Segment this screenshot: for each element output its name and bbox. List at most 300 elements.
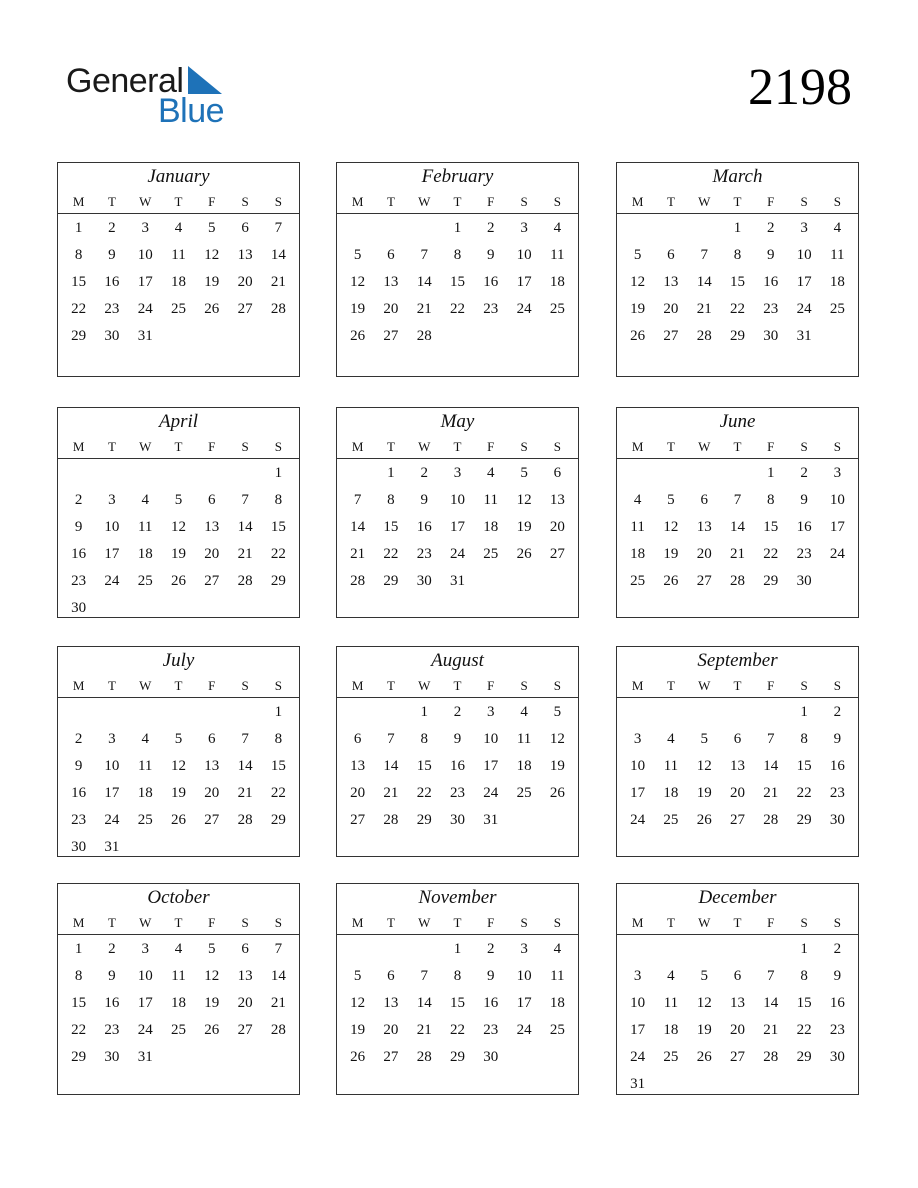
weekday-label: M [351,678,364,693]
day-cell: 16 [796,519,812,535]
day-cell: 9 [487,968,495,984]
day-cell: 14 [350,519,366,535]
day-cell: 3 [453,465,462,481]
empty-day-cell [374,698,407,725]
empty-day-cell [341,214,374,241]
empty-day-cell [341,698,374,725]
day-cell: 30 [829,812,845,828]
day-cell: 14 [416,274,432,290]
day-cell: 13 [383,274,399,290]
day-grid [617,459,858,594]
weekday-label: W [698,915,711,930]
day-cell: 27 [729,812,745,828]
day-cell: 14 [763,758,779,774]
day-cell: 19 [170,546,186,562]
day-cell: 31 [796,328,812,344]
day-cell: 7 [420,968,428,984]
month-march [616,162,859,377]
day-cell: 30 [71,600,87,616]
day-cell: 20 [549,519,565,535]
day-cell: 14 [729,519,745,535]
day-cell: 8 [733,247,742,263]
day-cell: 28 [237,812,253,828]
day-cell: 18 [137,546,153,562]
month-name: July [162,650,195,671]
weekday-label: W [139,439,152,454]
day-cell: 21 [763,785,779,801]
weekday-label: T [733,439,742,454]
weekday-label: S [800,439,808,454]
day-cell: 19 [516,519,532,535]
day-cell: 7 [241,492,249,508]
day-cell: 1 [387,465,395,481]
weekday-label: S [241,194,249,209]
day-cell: 24 [137,1022,153,1038]
day-cell: 16 [829,758,845,774]
day-cell: 20 [350,785,366,801]
day-cell: 21 [416,1022,432,1038]
day-cell: 9 [800,492,808,508]
day-cell: 31 [449,573,465,589]
day-cell: 18 [137,785,153,801]
month-name: June [719,411,756,432]
day-cell: 8 [800,968,808,984]
day-cell: 13 [383,995,399,1011]
day-cell: 9 [108,968,116,984]
day-cell: 7 [274,220,283,236]
day-cell: 13 [204,519,220,535]
day-cell: 10 [483,731,499,747]
day-cell: 26 [663,573,679,589]
weekday-header [58,189,299,214]
day-cell: 19 [204,274,220,290]
day-cell: 15 [270,519,286,535]
empty-day-cell [162,459,195,486]
empty-day-cell [95,459,128,486]
day-cell: 25 [137,812,153,828]
day-cell: 30 [449,812,465,828]
day-cell: 6 [553,465,562,481]
day-cell: 2 [487,941,495,957]
day-cell: 5 [633,247,642,263]
day-cell: 2 [487,220,495,236]
day-cell: 6 [700,492,708,508]
day-cell: 22 [270,785,286,801]
day-cell: 23 [71,812,87,828]
day-cell: 19 [630,301,646,317]
day-cell: 18 [516,758,532,774]
weekday-label: M [631,439,644,454]
weekday-label: F [767,439,775,454]
empty-day-cell [721,698,754,725]
day-cell: 19 [663,546,679,562]
day-cell: 16 [71,785,87,801]
day-cell: 27 [729,1049,745,1065]
day-cell: 25 [137,573,153,589]
weekday-label: S [800,678,808,693]
general-blue-logo [66,62,236,128]
day-cell: 18 [663,785,679,801]
month-name: February [421,166,494,187]
day-cell: 23 [796,546,812,562]
day-cell: 28 [763,812,779,828]
day-cell: 20 [383,301,399,317]
day-cell: 10 [630,758,646,774]
day-cell: 22 [383,546,399,562]
empty-day-cell [654,698,687,725]
empty-day-cell [621,698,654,725]
day-cell: 20 [237,274,253,290]
weekday-label: F [487,678,495,693]
day-cell: 12 [663,519,679,535]
weekday-label: T [733,194,742,209]
day-cell: 22 [416,785,432,801]
weekday-label: S [274,439,282,454]
weekday-label: T [453,678,462,693]
day-cell: 12 [696,758,712,774]
day-cell: 12 [170,758,186,774]
day-cell: 30 [104,328,120,344]
day-cell: 9 [74,519,83,535]
empty-day-cell [341,935,374,962]
day-cell: 29 [763,573,779,589]
day-cell: 17 [137,995,153,1011]
day-cell: 26 [696,1049,712,1065]
calendar-year: 2198 [748,59,852,116]
day-cell: 21 [763,1022,779,1038]
day-cell: 10 [796,247,812,263]
day-cell: 22 [763,546,779,562]
day-cell: 29 [796,812,812,828]
weekday-label: S [553,439,561,454]
day-cell: 10 [104,519,120,535]
day-cell: 4 [174,220,183,236]
day-cell: 29 [416,812,432,828]
day-cell: 6 [733,968,742,984]
weekday-label: S [520,194,528,209]
day-cell: 24 [483,785,499,801]
day-cell: 24 [630,1049,646,1065]
day-cell: 7 [700,247,708,263]
day-cell: 3 [487,704,495,720]
day-cell: 7 [733,492,742,508]
weekday-label: T [666,678,675,693]
weekday-label: T [174,439,183,454]
day-cell: 4 [174,941,183,957]
day-cell: 1 [74,220,83,236]
weekday-label: F [767,194,775,209]
day-cell: 29 [449,1049,465,1065]
day-cell: 28 [270,1022,286,1038]
weekday-label: W [698,439,711,454]
day-cell: 4 [141,492,149,508]
day-cell: 20 [237,995,253,1011]
day-cell: 17 [630,785,646,801]
month-february [336,162,579,377]
weekday-label: M [72,678,85,693]
weekday-label: F [767,678,775,693]
day-cell: 11 [171,968,186,984]
day-cell: 9 [833,968,842,984]
day-cell: 21 [696,301,712,317]
weekday-label: T [107,915,116,930]
weekday-label: W [418,678,431,693]
weekday-header [337,434,578,459]
day-cell: 18 [170,274,186,290]
day-cell: 15 [383,519,399,535]
day-cell: 21 [237,785,253,801]
empty-day-cell [95,698,128,725]
day-cell: 28 [729,573,745,589]
day-cell: 9 [767,247,775,263]
day-cell: 12 [350,995,366,1011]
weekday-label: S [833,678,841,693]
month-name: May [440,411,475,432]
day-cell: 6 [208,731,216,747]
weekday-header [337,673,578,698]
day-cell: 16 [449,758,465,774]
day-cell: 1 [733,220,742,236]
weekday-label: T [386,439,395,454]
day-cell: 27 [237,301,253,317]
day-grid [58,698,299,860]
day-cell: 27 [204,812,220,828]
day-cell: 25 [516,785,532,801]
empty-day-cell [688,214,721,241]
day-cell: 2 [800,465,808,481]
day-cell: 5 [208,941,216,957]
day-cell: 7 [274,941,283,957]
day-cell: 26 [204,1022,220,1038]
day-cell: 30 [483,1049,499,1065]
day-cell: 19 [696,1022,712,1038]
day-cell: 14 [383,758,399,774]
day-cell: 30 [763,328,779,344]
weekday-label: T [386,194,395,209]
empty-day-cell [228,698,261,725]
day-cell: 12 [630,274,646,290]
day-cell: 5 [667,492,675,508]
day-cell: 9 [108,247,116,263]
day-cell: 30 [796,573,812,589]
weekday-label: T [666,194,675,209]
day-cell: 5 [353,247,362,263]
day-cell: 26 [170,812,186,828]
empty-day-cell [129,698,162,725]
day-cell: 26 [549,785,565,801]
day-cell: 24 [796,301,812,317]
day-cell: 8 [387,492,395,508]
weekday-header [337,189,578,214]
day-cell: 23 [104,1022,120,1038]
month-name: December [698,887,777,908]
day-cell: 5 [353,968,362,984]
day-cell: 4 [520,704,528,720]
day-cell: 1 [800,941,808,957]
day-cell: 17 [516,274,532,290]
day-cell: 26 [350,328,366,344]
weekday-label: F [487,439,495,454]
empty-day-cell [62,459,95,486]
day-cell: 30 [829,1049,845,1065]
weekday-label: M [631,915,644,930]
day-cell: 5 [208,220,216,236]
day-cell: 15 [796,995,812,1011]
day-grid [617,214,858,349]
day-cell: 29 [383,573,399,589]
day-cell: 2 [74,731,83,747]
day-cell: 3 [520,941,528,957]
day-cell: 23 [763,301,779,317]
day-cell: 1 [274,465,283,481]
weekday-header [337,910,578,935]
month-name: April [158,411,199,432]
empty-day-cell [721,935,754,962]
day-cell: 1 [420,704,428,720]
day-cell: 13 [237,968,253,984]
weekday-label: W [418,439,431,454]
empty-day-cell [688,459,721,486]
day-cell: 3 [141,220,149,236]
weekday-label: S [553,915,561,930]
empty-day-cell [195,698,228,725]
day-cell: 6 [733,731,742,747]
weekday-label: S [274,678,282,693]
weekday-label: S [800,915,808,930]
day-cell: 6 [667,247,675,263]
month-november [336,883,579,1095]
day-cell: 27 [663,328,679,344]
day-cell: 22 [796,1022,812,1038]
day-cell: 14 [237,758,253,774]
day-cell: 29 [796,1049,812,1065]
month-august [336,646,579,857]
day-cell: 21 [383,785,399,801]
day-cell: 27 [237,1022,253,1038]
day-cell: 6 [241,220,249,236]
day-cell: 3 [800,220,808,236]
weekday-label: T [386,915,395,930]
day-cell: 25 [483,546,499,562]
day-cell: 11 [137,519,153,535]
day-cell: 7 [353,492,362,508]
empty-day-cell [621,459,654,486]
day-cell: 31 [137,328,153,344]
day-cell: 19 [350,301,366,317]
day-grid [58,214,299,349]
day-cell: 4 [141,731,149,747]
day-cell: 17 [104,546,120,562]
day-cell: 13 [696,519,712,535]
day-cell: 26 [696,812,712,828]
day-cell: 8 [453,247,462,263]
day-cell: 17 [449,519,465,535]
day-cell: 9 [487,247,495,263]
day-cell: 9 [833,731,842,747]
day-cell: 23 [829,1022,845,1038]
day-cell: 23 [829,785,845,801]
empty-day-cell [62,698,95,725]
day-cell: 1 [274,704,283,720]
weekday-label: T [666,915,675,930]
weekday-label: W [418,194,431,209]
day-cell: 17 [104,785,120,801]
day-cell: 9 [74,758,83,774]
weekday-label: T [386,678,395,693]
day-cell: 16 [829,995,845,1011]
day-cell: 27 [549,546,565,562]
weekday-label: S [274,194,282,209]
day-cell: 24 [104,573,120,589]
day-cell: 29 [270,573,286,589]
day-cell: 16 [416,519,432,535]
day-cell: 22 [449,301,465,317]
empty-day-cell [408,214,441,241]
day-cell: 26 [204,301,220,317]
day-cell: 18 [170,995,186,1011]
day-cell: 12 [170,519,186,535]
day-cell: 20 [663,301,679,317]
day-cell: 25 [663,1049,679,1065]
weekday-label: S [833,915,841,930]
weekday-label: S [520,439,528,454]
day-cell: 21 [237,546,253,562]
day-cell: 8 [274,731,283,747]
day-cell: 11 [630,519,645,535]
day-grid [58,459,299,621]
day-cell: 25 [829,301,845,317]
empty-day-cell [408,935,441,962]
day-cell: 21 [416,301,432,317]
day-cell: 7 [241,731,249,747]
day-cell: 23 [483,301,499,317]
day-cell: 16 [483,995,499,1011]
weekday-label: S [833,439,841,454]
day-cell: 24 [137,301,153,317]
empty-day-cell [654,935,687,962]
empty-day-cell [162,698,195,725]
day-cell: 13 [729,995,745,1011]
day-cell: 17 [829,519,845,535]
day-cell: 4 [487,465,495,481]
day-cell: 22 [796,785,812,801]
day-cell: 17 [137,274,153,290]
month-name: October [147,887,210,908]
weekday-label: F [208,915,216,930]
day-cell: 21 [270,995,286,1011]
weekday-label: T [107,439,116,454]
day-cell: 14 [763,995,779,1011]
day-cell: 5 [174,492,183,508]
day-cell: 13 [350,758,366,774]
day-cell: 15 [416,758,432,774]
day-cell: 2 [108,220,116,236]
day-cell: 3 [520,220,528,236]
day-cell: 6 [208,492,216,508]
day-cell: 21 [270,274,286,290]
weekday-label: M [72,194,85,209]
day-cell: 24 [104,812,120,828]
month-may [336,407,579,618]
month-january [57,162,300,377]
day-cell: 2 [420,465,428,481]
day-cell: 15 [763,519,779,535]
day-cell: 11 [663,758,679,774]
day-cell: 20 [383,1022,399,1038]
logo-text-general: General [66,62,184,100]
day-cell: 5 [520,465,528,481]
weekday-label: T [733,915,742,930]
